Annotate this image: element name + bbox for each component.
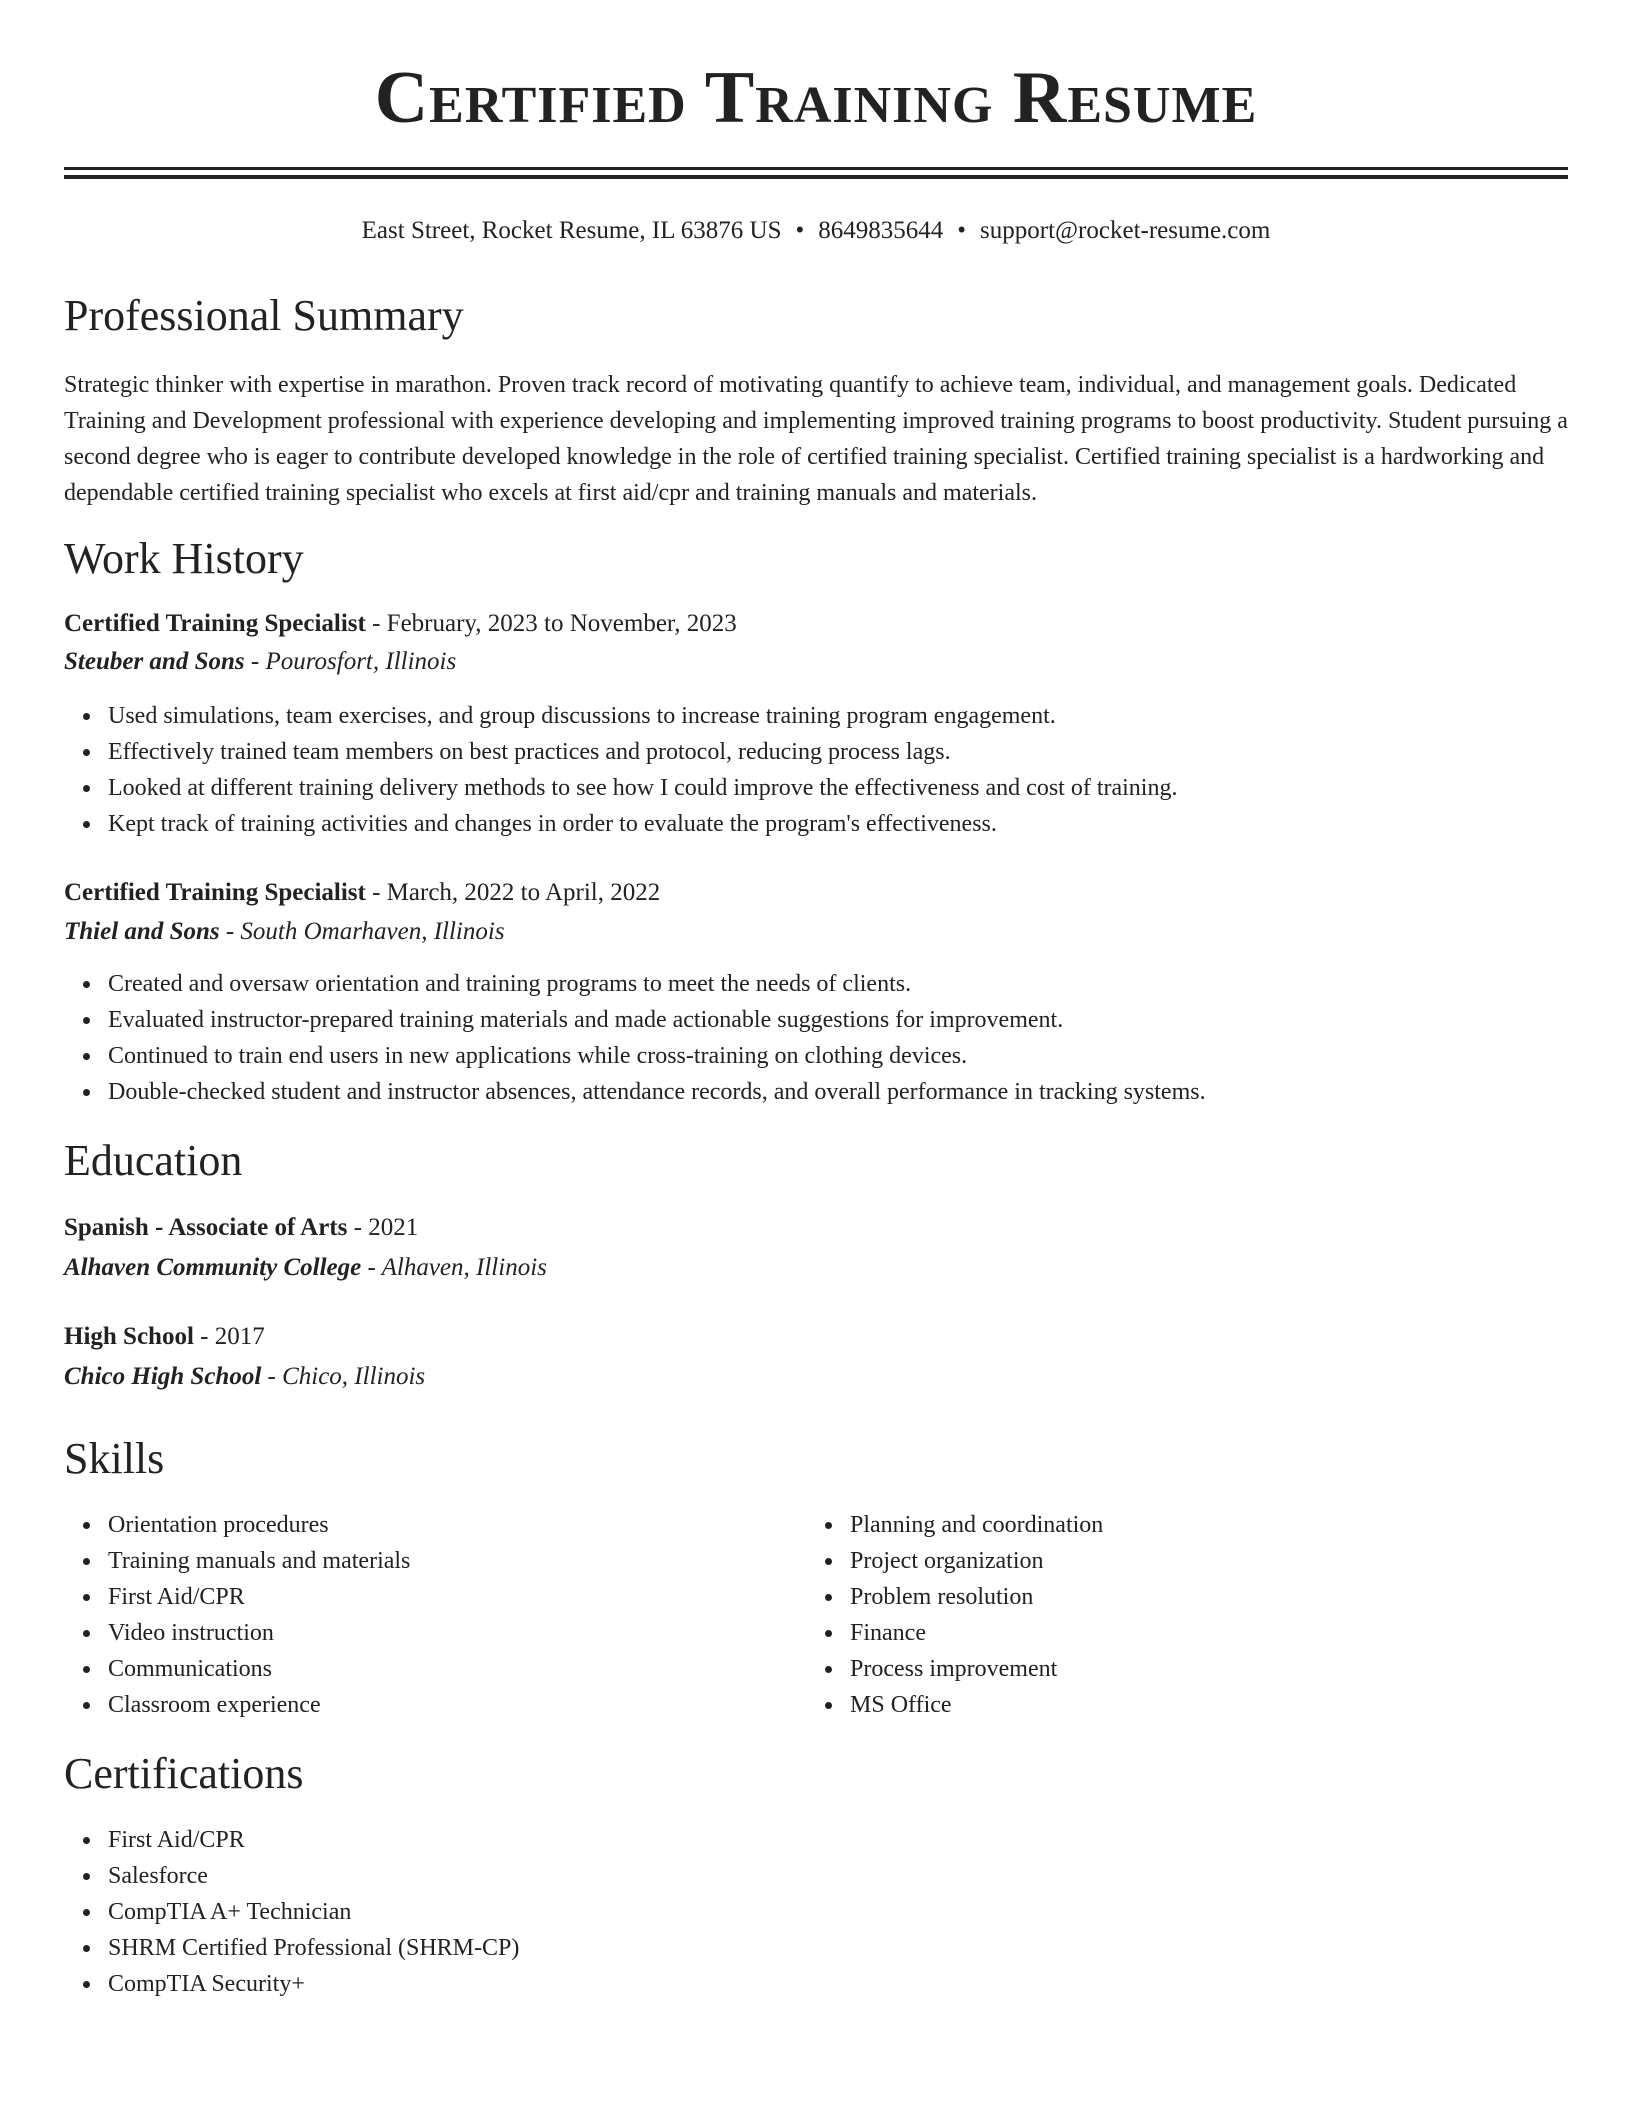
job-title: Certified Training Specialist [64,879,366,906]
education-school: Alhaven Community College [64,1254,362,1281]
skill-item: Video instruction [108,1615,410,1651]
title-rule-thick [64,167,1568,170]
education-location: - Chico, Illinois [261,1363,426,1390]
skill-item: MS Office [850,1687,1103,1723]
skills-heading: Skills [64,1434,165,1483]
job-employer [64,644,456,680]
contact-phone: 8649835644 [818,217,944,244]
job-company: Steuber and Sons [64,648,245,675]
job-header [64,875,660,911]
education-degree: High School [64,1323,194,1350]
skill-item: Problem resolution [850,1579,1103,1615]
job-employer [64,914,505,950]
list-item: Continued to train end users in new applications while cross-training on clothing devices. [108,1038,1206,1074]
education-year: - 2017 [193,1323,265,1350]
job-location: - South Omarhaven, Illinois [219,918,505,945]
list-item: Looked at different training delivery methods to see how I could improve the effectiveness and cost of training. [108,770,1177,806]
education-school-line [64,1250,547,1286]
skill-item: Planning and coordination [850,1507,1103,1543]
contact-separator: • [795,217,805,244]
job-location: - Pourosfort, Illinois [244,648,457,675]
contact-separator: • [957,217,967,244]
skills-list-right [806,1507,1103,1723]
job-title: Certified Training Specialist [64,610,366,637]
skill-item: Process improvement [850,1651,1103,1687]
skill-item: First Aid/CPR [108,1579,410,1615]
certifications-list [64,1822,519,2002]
skill-item: Orientation procedures [108,1507,410,1543]
skill-item: Finance [850,1615,1103,1651]
work-history-heading: Work History [64,534,304,583]
skills-list-left [64,1507,410,1723]
list-item: Used simulations, team exercises, and group discussions to increase training program engagement. [108,698,1177,734]
education-school: Chico High School [64,1363,262,1390]
certification-item: CompTIA Security+ [108,1966,519,2002]
job-company: Thiel and Sons [64,918,220,945]
resume-title: Certified Training Resume [374,57,1258,139]
certifications-heading: Certifications [64,1749,304,1798]
education-degree: Spanish - Associate of Arts [64,1214,348,1241]
certification-item: SHRM Certified Professional (SHRM-CP) [108,1930,519,1966]
contact-line [64,215,1568,247]
skill-item: Communications [108,1651,410,1687]
job-dates: - February, 2023 to November, 2023 [365,610,737,637]
title-rule-thin [64,175,1568,179]
certification-item: CompTIA A+ Technician [108,1894,519,1930]
contact-address: East Street, Rocket Resume, IL 63876 US [361,217,782,244]
skill-item: Training manuals and materials [108,1543,410,1579]
education-header [64,1319,265,1355]
contact-email[interactable]: support@rocket-resume.com [980,217,1271,244]
job-header [64,606,737,642]
resume-page [64,0,1568,1997]
summary-heading: Professional Summary [64,291,464,340]
job-dates: - March, 2022 to April, 2022 [365,879,661,906]
job-bullets [64,698,1177,842]
list-item: Double-checked student and instructor absences, attendance records, and overall performance in tracking systems. [108,1074,1206,1110]
skill-item: Project organization [850,1543,1103,1579]
list-item: Evaluated instructor-prepared training materials and made actionable suggestions for improvement. [108,1002,1206,1038]
list-item: Kept track of training activities and changes in order to evaluate the program's effectiveness. [108,806,1177,842]
list-item: Effectively trained team members on best practices and protocol, reducing process lags. [108,734,1177,770]
list-item: Created and oversaw orientation and training programs to meet the needs of clients. [108,966,1206,1002]
education-school-line [64,1359,425,1395]
education-header [64,1210,418,1246]
education-location: - Alhaven, Illinois [361,1254,547,1281]
job-bullets [64,966,1206,1110]
certification-item: Salesforce [108,1858,519,1894]
skill-item: Classroom experience [108,1687,410,1723]
certification-item: First Aid/CPR [108,1822,519,1858]
education-year: - 2021 [347,1214,419,1241]
education-heading: Education [64,1136,243,1185]
summary-text: Strategic thinker with expertise in marathon. Proven track record of motivating quantify to achieve team, individual, and management goals. Dedicated Training and Development professional with experience developing and implementing improved training programs to boost productivity. Student pursuing a second degree who is eager to contribute developed knowledge in the role of certified training specialist. Certified training specialist is a hardworking and dependable certified training specialist who excels at first aid/cpr and training manuals and materials. [64,372,1568,506]
